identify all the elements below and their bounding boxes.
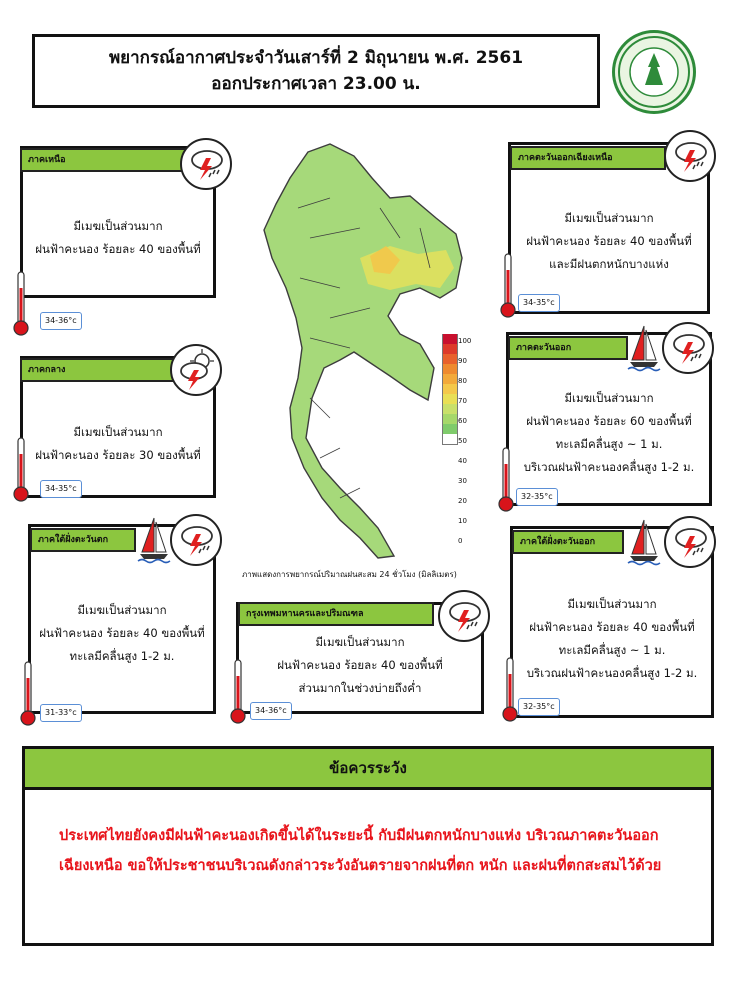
thunderstorm-icon bbox=[662, 322, 714, 374]
thunderstorm-icon bbox=[664, 516, 716, 568]
scale-cell bbox=[442, 384, 458, 394]
south-east-line4: บริเวณฝนฟ้าคะนองคลื่นสูง 1-2 ม. bbox=[526, 666, 698, 680]
thermometer-icon bbox=[230, 658, 246, 726]
scale-cell bbox=[442, 354, 458, 364]
bangkok-line3: ส่วนมากในช่วงบ่ายถึงค่ำ bbox=[298, 681, 422, 695]
scale-label: 100 bbox=[458, 337, 472, 345]
central-line2: ฝนฟ้าคะนอง ร้อยละ 30 ของพื้นที่ bbox=[35, 448, 201, 462]
northeast-line3: และมีฝนตกหนักบางแห่ง bbox=[549, 257, 669, 271]
north-line2: ฝนฟ้าคะนอง ร้อยละ 40 ของพื้นที่ bbox=[35, 242, 201, 256]
northeast-line1: มีเมฆเป็นส่วนมาก bbox=[564, 211, 654, 225]
south-east-line2: ฝนฟ้าคะนอง ร้อยละ 40 ของพื้นที่ bbox=[529, 620, 695, 634]
warning-text: ประเทศไทยยังคงมีฝนฟ้าคะนองเกิดขึ้นได้ในระยะนี้ กับมีฝนตกหนักบางแห่ง บริเวณภาคตะวันออกเฉียงเหนือ ขอให้ประชาชนบริเวณดังกล่าวระวังอันตรายจากฝนที่ตก หนัก และฝนที่ตกสะสมไว้ด้วย bbox=[59, 828, 662, 874]
sailboat-warning-icon bbox=[136, 512, 172, 564]
central-line1: มีเมฆเป็นส่วนมาก bbox=[73, 425, 163, 439]
scale-label: 10 bbox=[458, 517, 467, 525]
thunderstorm-icon bbox=[438, 590, 490, 642]
department-logo bbox=[612, 30, 696, 114]
bangkok-line1: มีเมฆเป็นส่วนมาก bbox=[315, 635, 405, 649]
north-temp: 34-36°c bbox=[40, 312, 82, 330]
east-temp: 32-35°c bbox=[516, 488, 558, 506]
central-temp: 34-35°c bbox=[40, 480, 82, 498]
scale-cell bbox=[442, 374, 458, 384]
south-west-tab: ภาคใต้ฝั่งตะวันตก bbox=[30, 528, 136, 552]
east-line1: มีเมฆเป็นส่วนมาก bbox=[564, 391, 654, 405]
scale-label: 60 bbox=[458, 417, 467, 425]
south-west-line2: ฝนฟ้าคะนอง ร้อยละ 40 ของพื้นที่ bbox=[39, 626, 205, 640]
south-east-tab: ภาคใต้ฝั่งตะวันออก bbox=[512, 530, 624, 554]
sailboat-warning-icon bbox=[626, 320, 662, 372]
sailboat-warning-icon bbox=[626, 514, 662, 566]
thermometer-icon bbox=[502, 656, 518, 724]
south-east-line3: ทะเลมีคลื่นสูง ~ 1 ม. bbox=[558, 643, 666, 657]
scale-label: 40 bbox=[458, 457, 467, 465]
thermometer-icon bbox=[20, 660, 36, 728]
thermometer-icon bbox=[498, 446, 514, 514]
rainfall-map bbox=[250, 138, 470, 568]
warning-title: ข้อควรระวัง bbox=[25, 749, 711, 790]
bangkok-tab: กรุงเทพมหานครและปริมณฑล bbox=[238, 602, 434, 626]
issue-time: ออกประกาศเวลา 23.00 น. bbox=[211, 74, 421, 94]
scale-cell bbox=[442, 394, 458, 404]
east-line4: บริเวณฝนฟ้าคะนองคลื่นสูง 1-2 ม. bbox=[523, 460, 695, 474]
south-west-temp: 31-33°c bbox=[40, 704, 82, 722]
east-line3: ทะเลมีคลื่นสูง ~ 1 ม. bbox=[555, 437, 663, 451]
scale-cell bbox=[442, 424, 458, 434]
scale-cell bbox=[442, 414, 458, 424]
northeast-line2: ฝนฟ้าคะนอง ร้อยละ 40 ของพื้นที่ bbox=[526, 234, 692, 248]
north-line1: มีเมฆเป็นส่วนมาก bbox=[73, 219, 163, 233]
east-tab: ภาคตะวันออก bbox=[508, 336, 628, 360]
thermometer-icon bbox=[13, 436, 29, 504]
scale-label: 30 bbox=[458, 477, 467, 485]
thermometer-icon bbox=[13, 270, 29, 338]
thermometer-icon bbox=[500, 252, 516, 320]
warning-box bbox=[22, 746, 714, 946]
central-tab: ภาคกลาง bbox=[20, 358, 180, 382]
scale-cell bbox=[442, 344, 458, 354]
north-tab: ภาคเหนือ bbox=[20, 148, 190, 172]
thunderstorm-icon bbox=[664, 130, 716, 182]
forecast-title: พยากรณ์อากาศประจำวันเสาร์ที่ 2 มิถุนายน พ.ศ. 2561 bbox=[108, 48, 524, 68]
south-west-line1: มีเมฆเป็นส่วนมาก bbox=[77, 603, 167, 617]
east-line2: ฝนฟ้าคะนอง ร้อยละ 60 ของพื้นที่ bbox=[526, 414, 692, 428]
scale-label: 90 bbox=[458, 357, 467, 365]
sun-thunderstorm-icon bbox=[170, 344, 222, 396]
northeast-tab: ภาคตะวันออกเฉียงเหนือ bbox=[510, 146, 666, 170]
bangkok-temp: 34-36°c bbox=[250, 702, 292, 720]
scale-label: 0 bbox=[458, 537, 463, 545]
northeast-temp: 34-35°c bbox=[518, 294, 560, 312]
scale-label: 20 bbox=[458, 497, 467, 505]
south-west-line3: ทะเลมีคลื่นสูง 1-2 ม. bbox=[69, 649, 175, 663]
scale-label: 50 bbox=[458, 437, 467, 445]
scale-label: 70 bbox=[458, 397, 467, 405]
bangkok-line2: ฝนฟ้าคะนอง ร้อยละ 40 ของพื้นที่ bbox=[277, 658, 443, 672]
scale-cell bbox=[442, 364, 458, 374]
scale-cell bbox=[442, 404, 458, 414]
scale-cell bbox=[442, 334, 458, 344]
scale-label: 80 bbox=[458, 377, 467, 385]
thunderstorm-icon bbox=[180, 138, 232, 190]
scale-cell bbox=[442, 434, 458, 445]
south-east-line1: มีเมฆเป็นส่วนมาก bbox=[567, 597, 657, 611]
thunderstorm-icon bbox=[170, 514, 222, 566]
south-east-temp: 32-35°c bbox=[518, 698, 560, 716]
forecast-header bbox=[32, 34, 600, 108]
map-caption: ภาพแสดงการพยากรณ์ปริมาณฝนสะสม 24 ชั่วโมง (มิลลิเมตร) bbox=[242, 570, 457, 579]
